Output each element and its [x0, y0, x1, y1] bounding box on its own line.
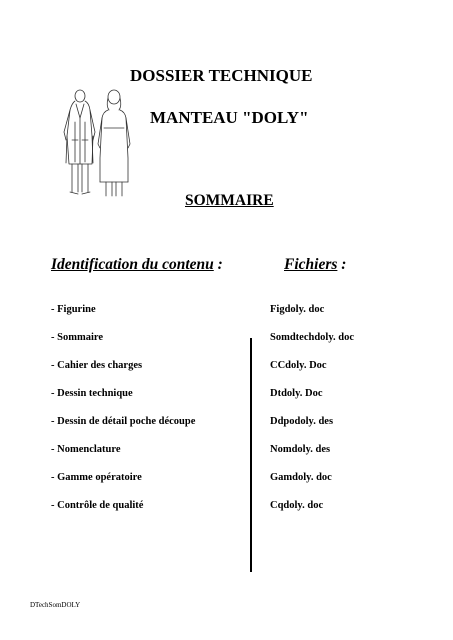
row-file: Cqdoly. doc [270, 500, 324, 511]
table-row [0, 472, 453, 488]
content-column-colon: : [213, 256, 223, 273]
row-label: - Sommaire [51, 332, 104, 343]
row-file: Figdoly. doc [270, 304, 325, 315]
row-file: Ddpodoly. des [270, 416, 334, 427]
column-divider [250, 338, 252, 572]
files-column-header [284, 256, 346, 274]
table-row [0, 500, 453, 516]
document-title-line1: DOSSIER TECHNIQUE [130, 66, 313, 85]
row-file: Gamdoly. doc [270, 472, 332, 483]
files-column-label: Fichiers [284, 256, 338, 273]
row-label: - Cahier des charges [51, 360, 143, 371]
document-title-line2: MANTEAU "DOLY" [150, 108, 309, 127]
table-row [0, 416, 453, 432]
row-file: Somdtechdoly. doc [270, 332, 355, 343]
row-file: Nomdoly. des [270, 444, 331, 455]
row-label: - Gamme opératoire [51, 472, 142, 483]
table-row [0, 304, 453, 320]
content-column-header [51, 256, 223, 274]
row-label: - Dessin technique [51, 388, 133, 399]
row-label: - Dessin de détail poche découpe [51, 416, 196, 427]
files-column-colon: : [337, 256, 347, 273]
content-column-label: Identification du contenu [51, 256, 214, 273]
row-label: - Figurine [51, 304, 96, 315]
row-file: CCdoly. Doc [270, 360, 327, 371]
row-label: - Contrôle de qualité [51, 500, 144, 511]
table-row [0, 360, 453, 376]
table-row [0, 388, 453, 404]
coat-figurine-sketch [58, 88, 138, 200]
row-file: Dtdoly. Doc [270, 388, 323, 399]
row-label: - Nomenclature [51, 444, 121, 455]
table-row [0, 332, 453, 348]
table-row [0, 444, 453, 460]
summary-heading: SOMMAIRE [185, 192, 274, 209]
footer-filename: DTechSomDOLY [30, 601, 81, 609]
